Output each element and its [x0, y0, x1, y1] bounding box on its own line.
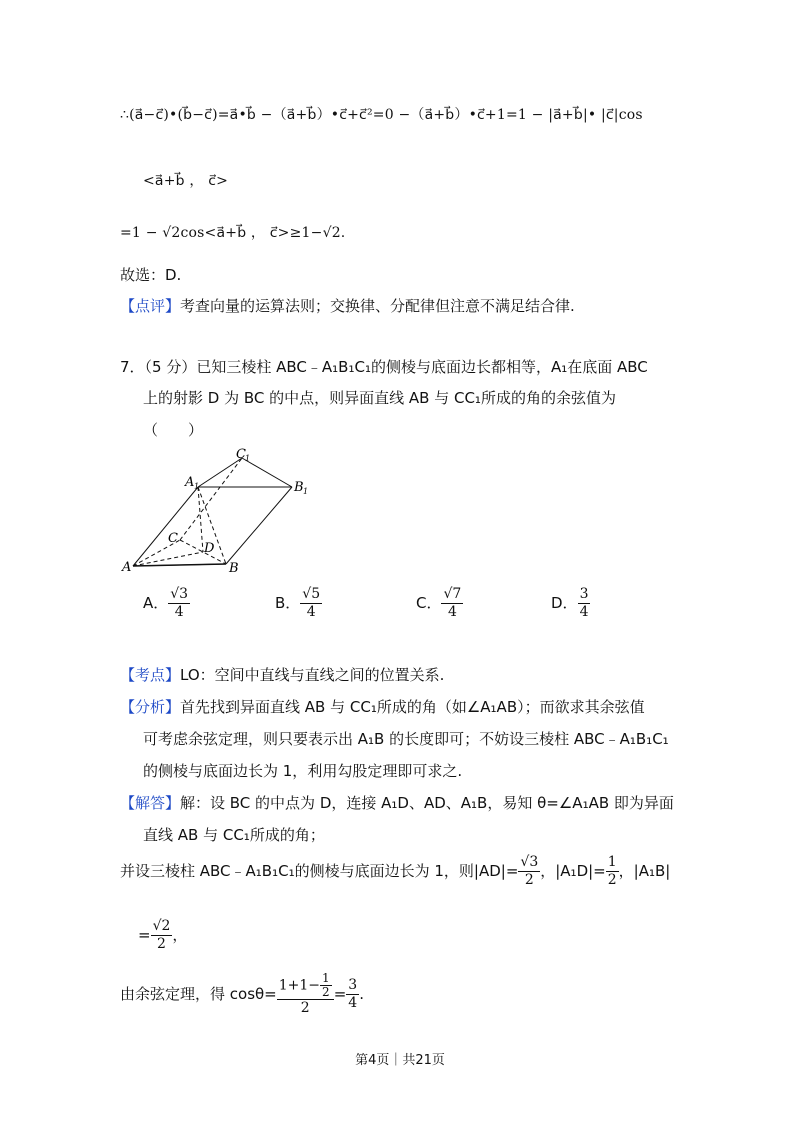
- option-c: [416, 586, 463, 621]
- option-c-den: 4: [447, 604, 457, 620]
- option-b: [275, 586, 322, 621]
- kaodian-block: [120, 665, 444, 685]
- option-b-letter: B．: [275, 594, 301, 612]
- cos-res-den: 4: [348, 995, 358, 1011]
- edge-c-c1: [180, 458, 242, 540]
- cos-eq: =: [333, 985, 347, 1003]
- comment-text: 考查向量的运算法则；交换律、分配律但注意不满足结合律.: [180, 297, 575, 315]
- cos-end: .: [359, 985, 364, 1003]
- option-b-den: 4: [306, 604, 316, 620]
- a1d-num: 1: [607, 854, 617, 870]
- option-a-frac: [168, 586, 190, 621]
- page-footer: 第4页｜共21页: [355, 1053, 445, 1068]
- label-d: D: [204, 541, 215, 556]
- label-a1: A: [185, 475, 195, 490]
- label-a1-sub: 1: [194, 482, 200, 491]
- kaodian-tag: 【考点】: [120, 666, 181, 684]
- cos-num-prefix: 1+1−: [278, 977, 321, 994]
- kaodian-text: LO：空间中直线与直线之间的位置关系.: [180, 666, 445, 684]
- a1d-frac: [606, 854, 619, 889]
- fenxi-line-3: 的侧棱与底面边长为 1，利用勾股定理即可求之.: [143, 762, 463, 780]
- a1d-den: 2: [607, 872, 617, 888]
- lengths-line: [120, 854, 670, 889]
- label-b1-sub: 1: [303, 487, 309, 496]
- option-d-frac: [578, 586, 591, 621]
- edge-a-b-bold: [133, 564, 226, 566]
- math-line-3: =1 − √2cos<a⃗+b⃗ ， c⃗>≥1−√2.: [120, 225, 346, 241]
- a1b-frac: [151, 918, 173, 953]
- option-b-frac: [300, 586, 322, 621]
- jieda-tag: 【解答】: [120, 794, 181, 812]
- math-line-1: ∴(a⃗−c⃗)•(b⃗−c⃗)=a⃗•b⃗ −（a⃗+b⃗）•c⃗+c⃗²=0 −（a⃗+b⃗）•c⃗+1=1 − |a⃗+b⃗|• |c⃗|cos: [120, 107, 643, 123]
- option-c-letter: C．: [416, 594, 442, 612]
- fenxi-tag: 【分析】: [120, 698, 181, 716]
- a1b-line: [138, 918, 187, 953]
- label-c: C: [168, 531, 178, 546]
- edge-a-d: [133, 552, 203, 566]
- cos-res-frac: [346, 977, 359, 1012]
- ad-frac: [518, 854, 540, 889]
- a1d-label: ，|A₁D|=: [540, 862, 606, 880]
- option-d-letter: D．: [551, 594, 578, 612]
- edge-a-a1: [133, 487, 198, 566]
- answer-choice: 故选：D.: [120, 266, 182, 284]
- option-d-num: 3: [579, 586, 589, 602]
- option-c-num: √7: [443, 586, 462, 602]
- a1b-eq: =: [138, 926, 151, 944]
- q7-stem-line-1: 7．（5 分）已知三棱柱 ABC﹣A₁B₁C₁的侧棱与底面边长都相等，A₁在底面 ABC: [120, 358, 648, 376]
- a1b-end: ，: [172, 926, 188, 944]
- ad-num: √3: [520, 854, 539, 870]
- label-a: A: [122, 560, 132, 575]
- comment-block: [120, 296, 575, 316]
- jieda-line-1: 解：设 BC 的中点为 D，连接 A₁D、AD、A₁B，易知 θ=∠A₁AB 即为异面: [180, 794, 674, 812]
- edge-a1-c1: [198, 458, 242, 487]
- ad-den: 2: [524, 872, 534, 888]
- label-b1: B: [294, 480, 304, 495]
- cos-line: [120, 972, 364, 1017]
- cos-inner-den: 2: [322, 985, 330, 999]
- option-a-letter: A．: [143, 594, 169, 612]
- cos-res-num: 3: [348, 977, 358, 993]
- a1b-den: 2: [157, 936, 166, 952]
- jieda-line-2: 直线 AB 与 CC₁所成的角；: [143, 826, 325, 844]
- fenxi-line-1: 首先找到异面直线 AB 与 CC₁所成的角（如∠A₁AB）；而欲求其余弦值: [180, 698, 645, 716]
- label-c1: C: [236, 447, 246, 462]
- fenxi-line-2: 可考虑余弦定理，则只要表示出 A₁B 的长度即可；不妨设三棱柱 ABC﹣A₁B₁C₁: [143, 730, 669, 748]
- option-d: [551, 586, 590, 621]
- label-c1-sub: 1: [245, 454, 251, 463]
- q7-stem-line-3: （ ）: [143, 421, 204, 439]
- option-a-num: √3: [170, 586, 189, 602]
- jieda-block: [120, 793, 674, 813]
- cos-frac: [277, 972, 334, 1017]
- cos-den: 2: [300, 1000, 310, 1016]
- math-line-2: <a⃗+b⃗ ， c⃗>: [143, 173, 229, 189]
- q7-stem-line-2: 上的射影 D 为 BC 的中点，则异面直线 AB 与 CC₁所成的角的余弦值为: [143, 389, 616, 407]
- edge-a1-d: [198, 487, 203, 552]
- a1b-num: √2: [152, 918, 171, 934]
- option-d-den: 4: [579, 604, 589, 620]
- label-b: B: [229, 561, 239, 576]
- option-c-frac: [441, 586, 463, 621]
- option-b-num: √5: [302, 586, 321, 602]
- option-a-den: 4: [174, 604, 184, 620]
- cos-inner-num: 1: [322, 971, 330, 985]
- a1b-label: ，|A₁B|: [618, 862, 671, 880]
- prism-figure: [118, 445, 318, 580]
- cos-inner-frac: [320, 972, 332, 999]
- cos-prefix: 由余弦定理，得 cosθ=: [120, 985, 277, 1003]
- edge-b-b1: [226, 487, 292, 564]
- option-a: [143, 586, 190, 621]
- comment-tag: 【点评】: [120, 297, 181, 315]
- lengths-prefix: 并设三棱柱 ABC﹣A₁B₁C₁的侧棱与底面边长为 1，则|AD|=: [120, 862, 519, 880]
- fenxi-block: [120, 697, 645, 717]
